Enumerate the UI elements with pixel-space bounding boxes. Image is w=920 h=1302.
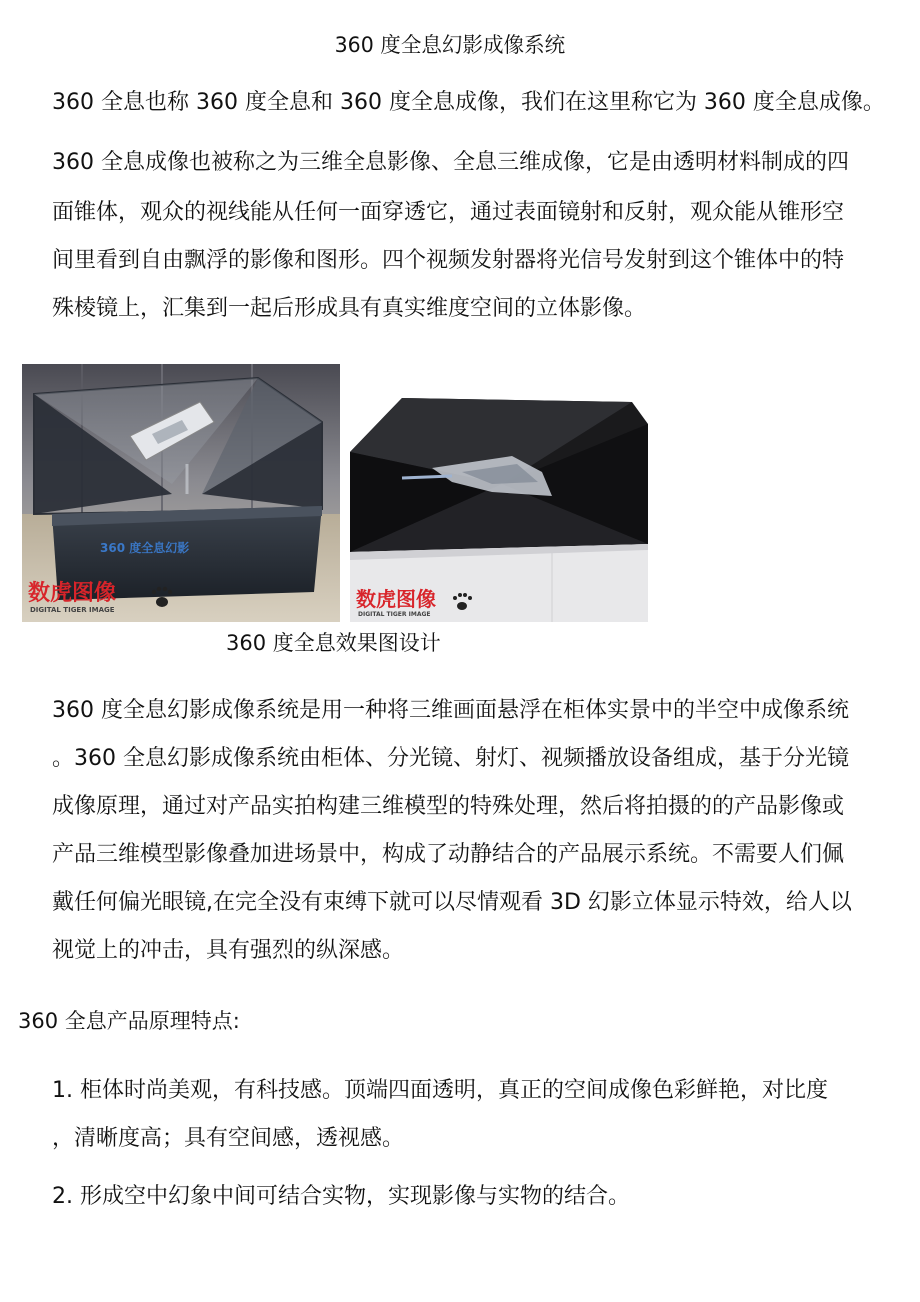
paragraph-line: 视觉上的冲击，具有强烈的纵深感。 — [52, 938, 405, 963]
hologram-cabinet-image-2 — [342, 364, 664, 622]
watermark-logo: 数虎图像 — [28, 581, 117, 606]
figure-caption: 360 度全息效果图设计 — [226, 631, 441, 655]
list-item-line: ，清晰度高；具有空间感，透视感。 — [52, 1126, 405, 1151]
cabinet-label: 360 度全息幻影 — [100, 541, 190, 555]
section-heading: 360 全息产品原理特点: — [18, 1009, 240, 1033]
list-item-line: 2. 形成空中幻象中间可结合实物，实现影像与实物的结合。 — [52, 1184, 630, 1209]
document-title: 360 度全息幻影成像系统 — [334, 33, 566, 57]
paragraph-line: 成像原理，通过对产品实拍构建三维模型的特殊处理，然后将拍摄的的产品影像或 — [52, 794, 845, 819]
paragraph-line: 殊棱镜上，汇集到一起后形成具有真实维度空间的立体影像。 — [52, 296, 647, 321]
watermark-logo: 数虎图像 — [356, 587, 436, 611]
paragraph-line: 360 全息成像也被称之为三维全息影像、全息三维成像，它是由透明材料制成的四 — [52, 150, 849, 175]
list-item-line: 1. 柜体时尚美观，有科技感。顶端四面透明，真正的空间成像色彩鲜艳，对比度 — [52, 1078, 828, 1103]
paragraph-line: 面锥体，观众的视线能从任何一面穿透它，通过表面镜射和反射，观众能从锥形空 — [52, 200, 845, 225]
paragraph-line: 360 度全息幻影成像系统是用一种将三维画面悬浮在柜体实景中的半空中成像系统 — [52, 698, 849, 723]
watermark-subtitle: DIGITAL TIGER IMAGE — [30, 606, 115, 614]
paragraph-line: 戴任何偏光眼镜,在完全没有束缚下就可以尽情观看 3D 幻影立体显示特效，给人以 — [52, 890, 852, 915]
hologram-cabinet-image-1 — [22, 364, 340, 622]
paragraph-line: 360 全息也称 360 度全息和 360 度全息成像，我们在这里称它为 360 度全息成像。 — [52, 90, 885, 115]
paragraph-line: 。360 全息幻影成像系统由柜体、分光镜、射灯、视频播放设备组成，基于分光镜 — [52, 746, 849, 771]
paragraph-line: 产品三维模型影像叠加进场景中，构成了动静结合的产品展示系统。不需要人们佩 — [52, 842, 845, 867]
paragraph-line: 间里看到自由飘浮的影像和图形。四个视频发射器将光信号发射到这个锥体中的特 — [52, 248, 845, 273]
watermark-subtitle: DIGITAL TIGER IMAGE — [358, 611, 431, 618]
